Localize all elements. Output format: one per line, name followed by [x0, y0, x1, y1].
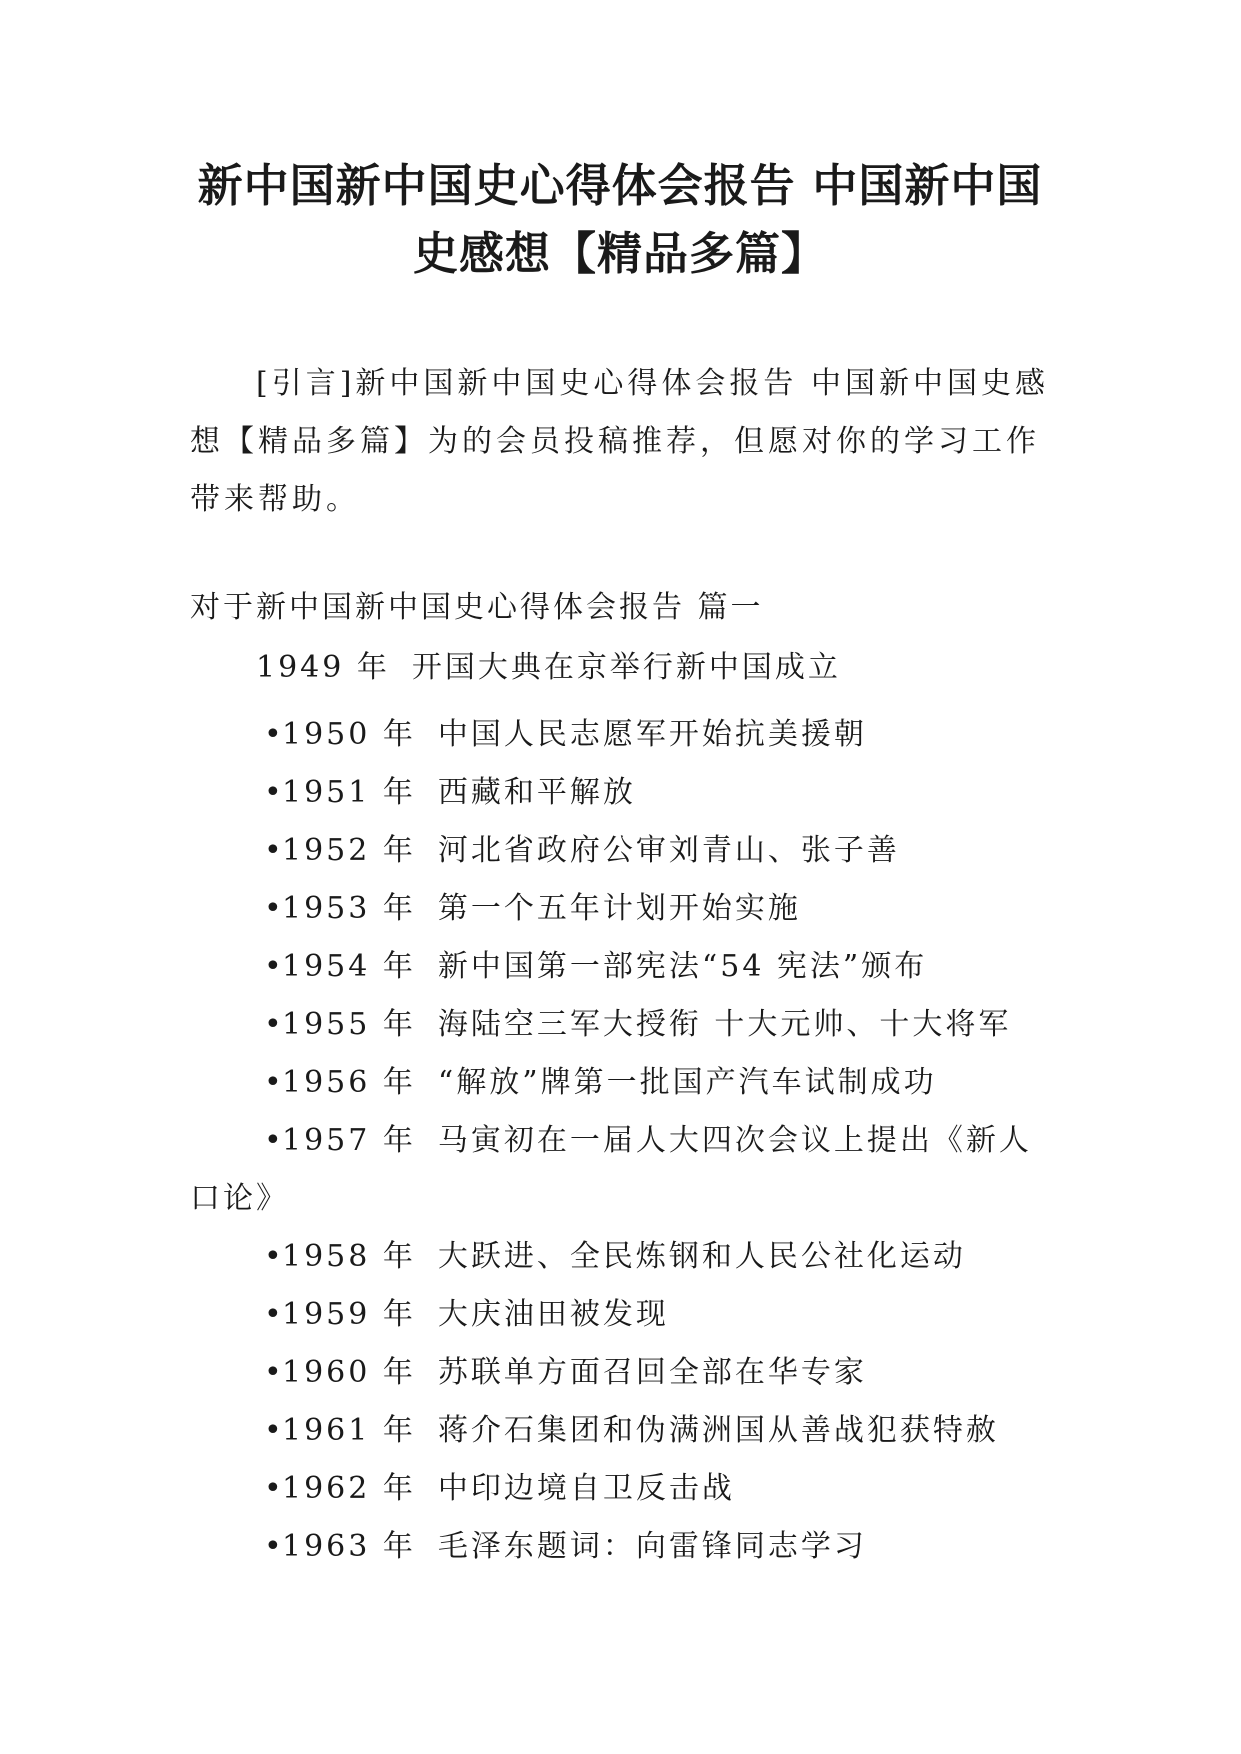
- timeline-entry: [190, 1344, 1060, 1402]
- entry-year: 1951 年: [282, 775, 416, 810]
- entry-year: 1954 年: [282, 949, 416, 984]
- bullet-icon: •: [264, 1239, 285, 1274]
- section-heading: 对于新中国新中国史心得体会报告 篇一: [190, 590, 764, 625]
- bullet-icon: •: [264, 775, 285, 810]
- bullet-icon: •: [264, 891, 285, 926]
- entry-year: 1961 年: [282, 1413, 416, 1448]
- timeline-entry: [190, 1228, 1060, 1286]
- timeline-entry: [190, 1402, 1060, 1460]
- entry-text: 西藏和平解放: [437, 775, 636, 810]
- timeline-entry: [190, 1054, 1060, 1112]
- bullet-icon: •: [264, 1413, 285, 1448]
- bullet-icon: •: [264, 949, 285, 984]
- timeline-entry-1949: [256, 648, 841, 688]
- entry-text: 大庆油田被发现: [437, 1297, 669, 1332]
- timeline-entry: [190, 706, 1060, 764]
- entry-text: “解放”牌第一批国产汽车试制成功: [437, 1065, 937, 1100]
- intro-paragraph: [引言]新中国新中国史心得体会报告 中国新中国史感想【精品多篇】为的会员投稿推荐，但愿对你的学习工作带来帮助。: [190, 366, 1049, 517]
- entry-year: 1952 年: [282, 833, 416, 868]
- title-line-1: 新中国新中国史心得体会报告 中国新中国: [197, 159, 1043, 212]
- timeline-entry: [190, 764, 1060, 822]
- entry-text: 中印边境自卫反击战: [437, 1471, 735, 1506]
- timeline-entry: [190, 822, 1060, 880]
- bullet-icon: •: [264, 1297, 285, 1332]
- bullet-icon: •: [264, 1355, 285, 1390]
- timeline-list: [190, 706, 1060, 1576]
- document-title: [160, 152, 1080, 288]
- timeline-entry: [190, 1112, 1060, 1228]
- entry-text: 开国大典在京举行新中国成立: [411, 650, 841, 685]
- entry-year: 1963 年: [282, 1529, 416, 1564]
- entry-text: 蒋介石集团和伪满洲国从善战犯获特赦: [437, 1413, 999, 1448]
- entry-text: 新中国第一部宪法“54 宪法”颁布: [437, 949, 928, 984]
- entry-text: 中国人民志愿军开始抗美援朝: [437, 717, 867, 752]
- title-line-2: 史感想【精品多篇】: [412, 227, 827, 280]
- entry-year: 1959 年: [282, 1297, 416, 1332]
- entry-year: 1962 年: [282, 1471, 416, 1506]
- bullet-icon: •: [264, 1065, 285, 1100]
- entry-text: 马寅初在一届人大四次会议上提出《新人口论》: [190, 1123, 1032, 1216]
- entry-year: 1955 年: [282, 1007, 416, 1042]
- bullet-icon: •: [264, 1123, 285, 1158]
- entry-text: 毛泽东题词：向雷锋同志学习: [437, 1529, 867, 1564]
- timeline-entry: [190, 880, 1060, 938]
- timeline-entry: [190, 1518, 1060, 1576]
- bullet-icon: •: [264, 833, 285, 868]
- entry-year: 1958 年: [282, 1239, 416, 1274]
- entry-text: 河北省政府公审刘青山、张子善: [437, 833, 900, 868]
- entry-text: 海陆空三军大授衔 十大元帅、十大将军: [437, 1007, 1012, 1042]
- bullet-icon: •: [264, 1007, 285, 1042]
- entry-year: 1960 年: [282, 1355, 416, 1390]
- bullet-icon: •: [264, 717, 285, 752]
- entry-year: 1956 年: [282, 1065, 416, 1100]
- timeline-entry: [190, 1460, 1060, 1518]
- timeline-entry: [190, 1286, 1060, 1344]
- entry-text: 苏联单方面召回全部在华专家: [437, 1355, 867, 1390]
- entry-year: 1949 年: [256, 650, 390, 685]
- entry-year: 1950 年: [282, 717, 416, 752]
- entry-year: 1957 年: [282, 1123, 416, 1158]
- entry-year: 1953 年: [282, 891, 416, 926]
- timeline-entry: [190, 938, 1060, 996]
- bullet-icon: •: [264, 1529, 285, 1564]
- bullet-icon: •: [264, 1471, 285, 1506]
- timeline-entry: [190, 996, 1060, 1054]
- entry-text: 第一个五年计划开始实施: [437, 891, 801, 926]
- entry-text: 大跃进、全民炼钢和人民公社化运动: [437, 1239, 966, 1274]
